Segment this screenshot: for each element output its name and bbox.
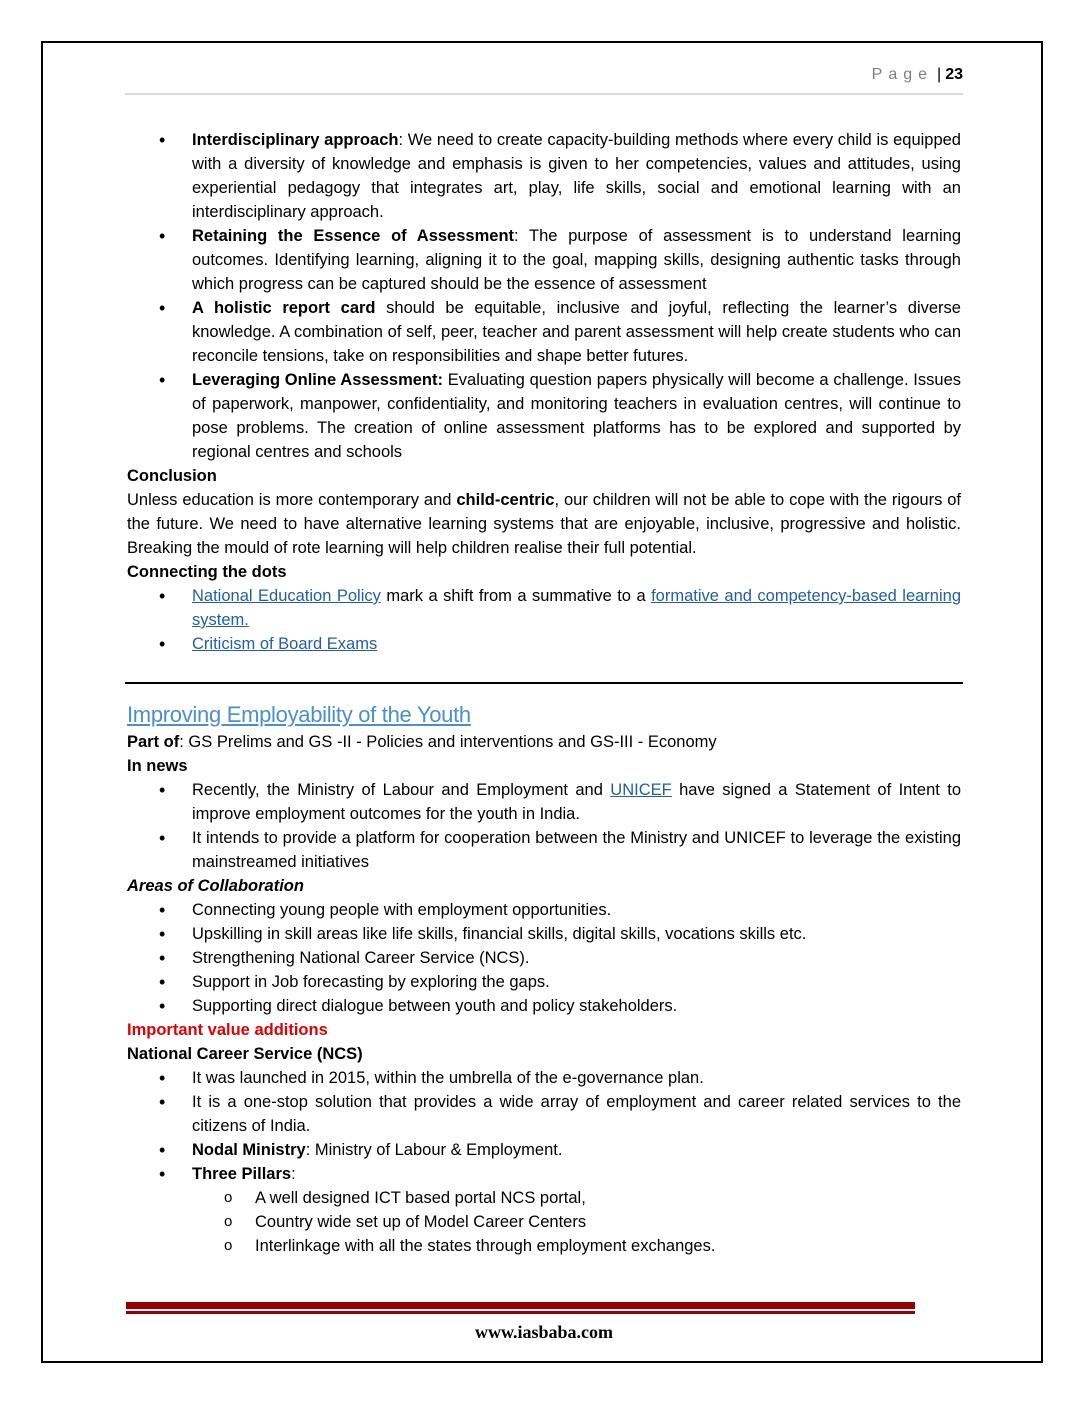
list-item bbox=[127, 224, 961, 296]
item-term: Interdisciplinary approach bbox=[192, 131, 399, 149]
item-text: mark a shift from a summative to a bbox=[380, 587, 652, 605]
sub-list-item: o A well designed ICT based portal NCS portal, bbox=[127, 1186, 961, 1210]
assessment-list bbox=[127, 128, 961, 464]
item-text: : bbox=[291, 1165, 296, 1183]
conclusion-heading bbox=[127, 464, 961, 488]
nep-link[interactable]: National Education Policy bbox=[192, 587, 381, 605]
ncs-list bbox=[127, 1066, 961, 1186]
list-item: • It intends to provide a platform for cooperation between the Ministry and UNICEF to leverage the existing mainstreamed initiatives bbox=[127, 826, 961, 874]
page-number: 23 bbox=[945, 66, 963, 83]
page-label: Page bbox=[871, 66, 934, 83]
sub-list-item: o Interlinkage with all the states through employment exchanges. bbox=[127, 1234, 961, 1258]
unicef-link[interactable]: UNICEF bbox=[610, 781, 672, 799]
item-term: Leveraging Online Assessment: bbox=[192, 371, 443, 389]
section-divider bbox=[125, 682, 963, 684]
item-text: have signed a Statement of Intent to improve employment outcomes for the youth in India. bbox=[192, 781, 961, 823]
item-term: A holistic report card bbox=[192, 299, 376, 317]
list-item: • It is a one-stop solution that provides a wide array of employment and career related services to the citizens of India. bbox=[127, 1090, 961, 1138]
areas-heading-text: Areas of Collaboration bbox=[127, 877, 304, 895]
header-separator: | bbox=[937, 66, 942, 83]
news-list bbox=[127, 778, 961, 874]
list-item: • Supporting direct dialogue between youth and policy stakeholders. bbox=[127, 994, 961, 1018]
board-exams-link[interactable]: Criticism of Board Exams bbox=[192, 635, 378, 653]
list-item bbox=[127, 296, 961, 368]
page-content bbox=[127, 128, 961, 1258]
list-item: • Upskilling in skill areas like life skills, financial skills, digital skills, vocations skills etc. bbox=[127, 922, 961, 946]
list-item bbox=[127, 1162, 961, 1186]
sub-list-item: o Country wide set up of Model Career Centers bbox=[127, 1210, 961, 1234]
list-item: • It was launched in 2015, within the umbrella of the e-governance plan. bbox=[127, 1066, 961, 1090]
ncs-heading-text: National Career Service (NCS) bbox=[127, 1045, 363, 1063]
connecting-list bbox=[127, 584, 961, 656]
ncs-heading bbox=[127, 1042, 961, 1066]
part-of-text: : GS Prelims and GS -II - Policies and interventions and GS-III - Economy bbox=[179, 733, 717, 751]
list-item: • Connecting young people with employment opportunities. bbox=[127, 898, 961, 922]
areas-list bbox=[127, 898, 961, 1018]
in-news-heading bbox=[127, 754, 961, 778]
footer-url[interactable]: www.iasbaba.com bbox=[474, 1322, 613, 1342]
value-additions-heading bbox=[127, 1018, 961, 1042]
list-item bbox=[127, 1138, 961, 1162]
conclusion-emphasis: child-centric bbox=[456, 491, 555, 509]
pillars-list bbox=[127, 1186, 961, 1258]
page-header bbox=[125, 66, 963, 95]
list-item bbox=[127, 632, 961, 656]
in-news-label: In news bbox=[127, 757, 188, 775]
formative-link[interactable]: formative and competency-based learning system. bbox=[192, 587, 962, 629]
conclusion-paragraph bbox=[127, 488, 961, 560]
item-text: : We need to create capacity-building methods where every child is equipped with a diversity of knowledge and emphasis is given to her competencies, values and attitudes, using experiential pedagogy that integrates art, play, life skills, social and emotional learning with an interdisciplinary approach. bbox=[192, 131, 961, 221]
item-text: should be equitable, inclusive and joyful, reflecting the learner’s diverse knowledge. A combination of self, peer, teacher and parent assessment will help create students who can reconcile tensions, take on responsibilities and shape better futures. bbox=[192, 299, 961, 365]
connecting-heading bbox=[127, 560, 961, 584]
article-title[interactable]: Improving Employability of the Youth bbox=[127, 702, 471, 727]
item-term: Three Pillars bbox=[192, 1165, 292, 1183]
footer-rule-thin bbox=[126, 1311, 915, 1314]
conclusion-text: Unless education is more contemporary and bbox=[127, 491, 457, 509]
list-item: • Support in Job forecasting by exploring the gaps. bbox=[127, 970, 961, 994]
conclusion-heading-text: Conclusion bbox=[127, 467, 217, 485]
list-item bbox=[127, 368, 961, 464]
areas-heading bbox=[127, 874, 961, 898]
value-additions-text: Important value additions bbox=[127, 1021, 328, 1039]
list-item bbox=[127, 778, 961, 826]
connecting-heading-text: Connecting the dots bbox=[127, 563, 287, 581]
part-of-label: Part of bbox=[127, 733, 180, 751]
item-text: : Ministry of Labour & Employment. bbox=[305, 1141, 563, 1159]
conclusion-text: , our children will not be able to cope with the rigours of the future. We need to have alternative learning systems that are enjoyable, inclusive, progressive and holistic. Breaking the mould of rote learning will help children realise their full potential. bbox=[127, 491, 961, 557]
part-of-line bbox=[127, 730, 961, 754]
item-term: Retaining the Essence of Assessment bbox=[192, 227, 515, 245]
footer-rule-thick bbox=[126, 1302, 915, 1309]
list-item bbox=[127, 128, 961, 224]
list-item: • Strengthening National Career Service (NCS). bbox=[127, 946, 961, 970]
item-term: Nodal Ministry bbox=[192, 1141, 306, 1159]
item-text: : The purpose of assessment is to understand learning outcomes. Identifying learning, aligning it to the goal, mapping skills, designing authentic tasks through which progress can be captured should be the essence of assessment bbox=[192, 227, 961, 293]
item-text: Evaluating question papers physically will become a challenge. Issues of paperwork, manpower, confidentiality, and monitoring teachers in evaluation centres, will continue to pose problems. The creation of online assessment platforms has to be explored and supported by regional centres and schools bbox=[192, 371, 961, 461]
list-item bbox=[127, 584, 961, 632]
item-text: Recently, the Ministry of Labour and Employment and bbox=[192, 781, 611, 799]
